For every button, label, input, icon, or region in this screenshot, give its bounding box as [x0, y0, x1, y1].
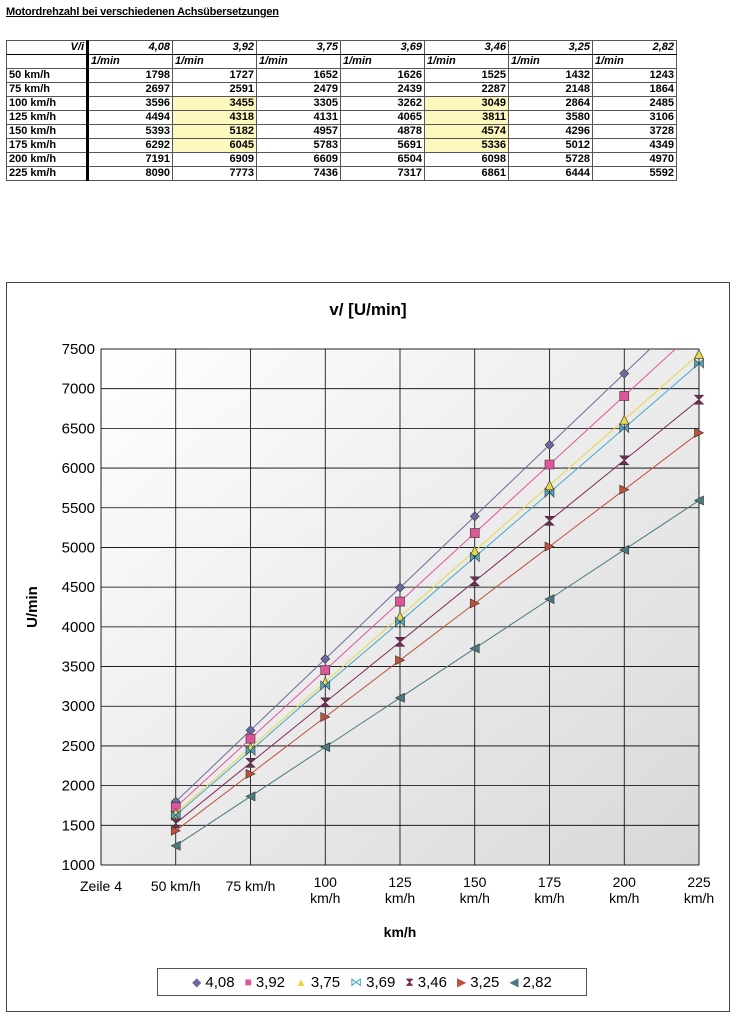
y-tick-label: 2000 [61, 777, 95, 795]
x-tick-label: 150 km/h [459, 874, 490, 906]
y-tick-label: 5000 [61, 539, 95, 557]
y-tick-label: 4500 [61, 579, 95, 597]
table-cell: 7436 [257, 167, 341, 181]
table-cell: 3049 [425, 97, 509, 111]
table-cell: 4574 [425, 125, 509, 139]
y-tick-label: 4000 [61, 618, 95, 636]
table-ratio-header: 3,75 [257, 41, 341, 55]
table-cell: 3262 [341, 97, 425, 111]
table-cell: 2148 [509, 83, 593, 97]
legend-label: 3,25 [470, 973, 500, 991]
table-cell: 6444 [509, 167, 593, 181]
legend-item [350, 974, 395, 991]
table-unit-corner [7, 55, 88, 69]
table-row [7, 125, 677, 139]
table-ratio-header: 3,25 [509, 41, 593, 55]
table-unit-label: 1/min [341, 55, 425, 69]
legend-item [457, 974, 499, 991]
legend-label: 3,92 [255, 973, 286, 991]
data-point-3-92 [321, 666, 330, 675]
table-unit-label: 1/min [88, 55, 173, 69]
y-tick-label: 6500 [61, 420, 95, 438]
table-cell: 2485 [593, 97, 677, 111]
table-row-label: 150 km/h [7, 125, 88, 139]
table-cell: 1652 [257, 69, 341, 83]
table-cell: 7317 [341, 167, 425, 181]
table-cell: 3455 [173, 97, 257, 111]
table-cell: 3106 [593, 111, 677, 125]
table-cell: 7191 [88, 153, 173, 167]
legend-label: 3,75 [310, 973, 341, 991]
table-cell: 5691 [341, 139, 425, 153]
table-cell: 6504 [341, 153, 425, 167]
table-cell: 7773 [173, 167, 257, 181]
legend-item [192, 974, 234, 991]
table-cell: 1864 [593, 83, 677, 97]
y-tick-label: 1000 [61, 857, 95, 874]
table-row [7, 83, 677, 97]
table-cell: 1798 [88, 69, 173, 83]
table-cell: 6909 [173, 153, 257, 167]
y-tick-label: 5500 [61, 499, 95, 517]
hourglass-marker-icon: ⧗ [405, 975, 414, 989]
table-cell: 8090 [88, 167, 173, 181]
table-cell: 4296 [509, 125, 593, 139]
table-cell: 5182 [173, 125, 257, 139]
data-point-3-92 [620, 391, 629, 400]
table-row [7, 167, 677, 181]
bowtie-marker-icon: ⋈ [350, 975, 363, 989]
table-row-label: 225 km/h [7, 167, 88, 181]
table-corner-label: V/i [7, 41, 88, 55]
table-cell: 3811 [425, 111, 509, 125]
table-row [7, 153, 677, 167]
y-tick-label: 1500 [61, 817, 95, 835]
chart-title: v/ [U/min] [329, 300, 407, 319]
table-cell: 6292 [88, 139, 173, 153]
y-tick-label: 6000 [61, 460, 95, 478]
data-point-3-92 [545, 460, 554, 469]
table-unit-row [7, 55, 677, 69]
y-tick-label: 7000 [61, 380, 95, 398]
table-unit-label: 1/min [593, 55, 677, 69]
rpm-chart [7, 283, 729, 1011]
data-point-3-92 [246, 734, 255, 743]
table-cell: 4349 [593, 139, 677, 153]
legend-item [245, 974, 285, 991]
x-tick-label: 50 km/h [150, 878, 201, 894]
y-tick-label: 2500 [61, 737, 95, 755]
table-cell: 4878 [341, 125, 425, 139]
rpm-table [6, 40, 677, 181]
table-unit-label: 1/min [257, 55, 341, 69]
table-row [7, 111, 677, 125]
table-cell: 5012 [509, 139, 593, 153]
table-cell: 1243 [593, 69, 677, 83]
table-cell: 6098 [425, 153, 509, 167]
table-ratio-header: 3,69 [341, 41, 425, 55]
y-axis-label: U/min [24, 586, 41, 628]
table-cell: 4131 [257, 111, 341, 125]
x-tick-label: 100 km/h [310, 874, 341, 906]
table-ratio-header: 3,92 [173, 41, 257, 55]
table-cell: 3305 [257, 97, 341, 111]
table-unit-label: 1/min [425, 55, 509, 69]
legend-label: 2,82 [522, 973, 552, 991]
table-header-row [7, 41, 677, 55]
table-unit-label: 1/min [173, 55, 257, 69]
table-cell: 4065 [341, 111, 425, 125]
table-row-label: 100 km/h [7, 97, 88, 111]
table-cell: 3580 [509, 111, 593, 125]
table-cell: 2287 [425, 83, 509, 97]
triangle-right-marker-icon: ▶ [456, 975, 467, 989]
legend-label: 4,08 [205, 973, 235, 991]
square-marker-icon: ■ [244, 975, 252, 989]
x-tick-label: 125 km/h [384, 874, 416, 906]
table-row-label: 175 km/h [7, 139, 88, 153]
triangle-left-marker-icon: ◀ [509, 975, 519, 989]
data-point-3-92 [470, 529, 479, 538]
chart-area [6, 282, 730, 1012]
table-row-label: 200 km/h [7, 153, 88, 167]
table-cell: 5336 [425, 139, 509, 153]
x-tick-label: 200 km/h [609, 874, 640, 906]
diamond-marker-icon: ◆ [192, 975, 202, 989]
table-cell: 1727 [173, 69, 257, 83]
page-title: Motordrehzahl bei verschiedenen Achsübersetzungen [6, 6, 279, 18]
table-cell: 2864 [509, 97, 593, 111]
table-row [7, 69, 677, 83]
table-cell: 6609 [257, 153, 341, 167]
x-tick-label: 225 km/h [683, 874, 715, 906]
table-cell: 4494 [88, 111, 173, 125]
table-cell: 1525 [425, 69, 509, 83]
table-cell: 5592 [593, 167, 677, 181]
table-cell: 2479 [257, 83, 341, 97]
table-cell: 2697 [88, 83, 173, 97]
table-cell: 6045 [173, 139, 257, 153]
table-cell: 3728 [593, 125, 677, 139]
table-row [7, 139, 677, 153]
table-cell: 5393 [88, 125, 173, 139]
table-cell: 6861 [425, 167, 509, 181]
legend-label: 3,46 [417, 973, 447, 991]
y-tick-label: 3500 [61, 658, 95, 676]
legend-item [509, 974, 551, 991]
legend-item [405, 974, 447, 991]
table-cell: 2439 [341, 83, 425, 97]
legend-label: 3,69 [366, 973, 396, 991]
table-row-label: 50 km/h [7, 69, 88, 83]
table-cell: 1432 [509, 69, 593, 83]
legend-item [295, 974, 340, 991]
table-cell: 5728 [509, 153, 593, 167]
y-tick-label: 3000 [61, 698, 95, 716]
table-cell: 4970 [593, 153, 677, 167]
table-ratio-header: 4,08 [88, 41, 173, 55]
table-cell: 4957 [257, 125, 341, 139]
x-axis-label: km/h [383, 924, 417, 940]
table-ratio-header: 3,46 [425, 41, 509, 55]
table-cell: 4318 [173, 111, 257, 125]
triangle-marker-icon: ▲ [295, 975, 307, 989]
table-unit-label: 1/min [509, 55, 593, 69]
x-tick-label: 75 km/h [225, 878, 276, 894]
table-row [7, 97, 677, 111]
table-ratio-header: 2,82 [593, 41, 677, 55]
table-cell: 5783 [257, 139, 341, 153]
table-cell: 1626 [341, 69, 425, 83]
table-row-label: 125 km/h [7, 111, 88, 125]
table-row-label: 75 km/h [7, 83, 88, 97]
x-tick-label: 175 km/h [534, 874, 565, 906]
data-point-3-92 [396, 597, 405, 606]
chart-legend [157, 968, 587, 996]
x-tick-label: Zeile 4 [79, 878, 123, 894]
table-cell: 2591 [173, 83, 257, 97]
table-cell: 3596 [88, 97, 173, 111]
y-tick-label: 7500 [61, 341, 95, 358]
